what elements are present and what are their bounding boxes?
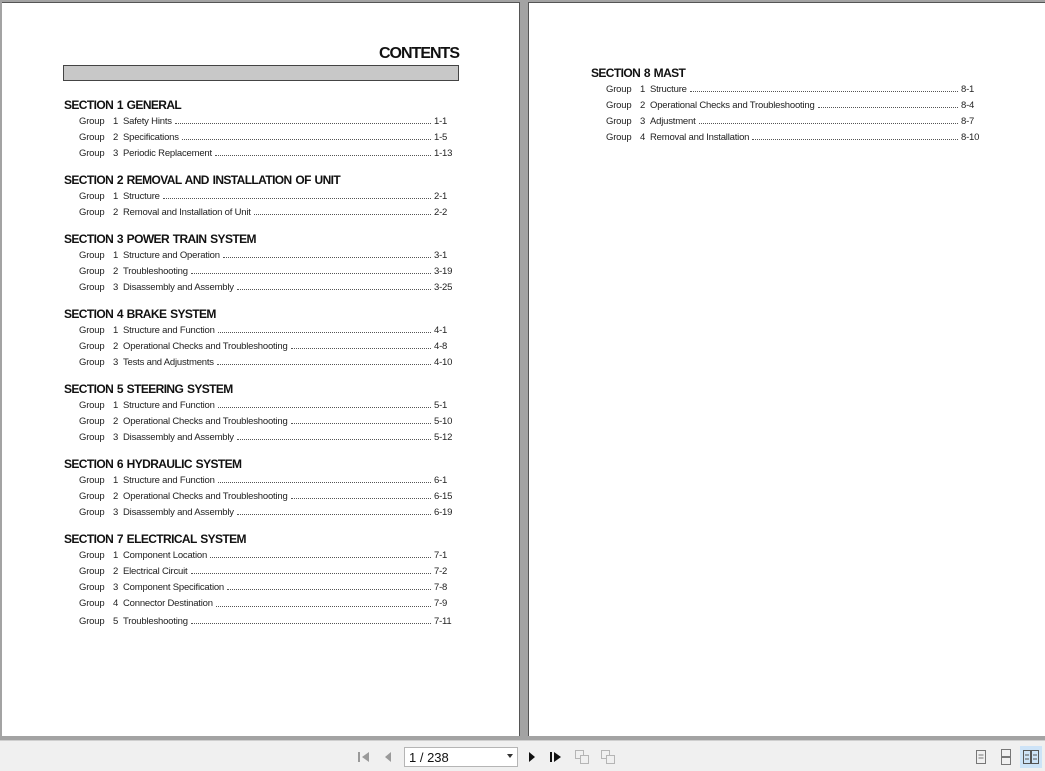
group-name[interactable]: Electrical Circuit (123, 566, 188, 577)
page-left (2, 2, 520, 736)
section-title[interactable]: SECTION 2 REMOVAL AND INSTALLATION OF UNIT (64, 173, 341, 187)
dot-leader (291, 348, 431, 349)
group-number: 3 (113, 148, 119, 159)
group-label: Group (79, 582, 105, 593)
group-number: 2 (113, 566, 119, 577)
group-name[interactable]: Operational Checks and Troubleshooting (123, 491, 288, 502)
toc-entry[interactable] (64, 614, 460, 631)
page-reference[interactable]: 1-13 (434, 148, 453, 159)
dot-leader (752, 139, 958, 140)
group-label: Group (79, 400, 105, 411)
page-reference[interactable]: 3-19 (434, 266, 453, 277)
group-number: 3 (113, 432, 119, 443)
dot-leader (227, 589, 431, 590)
toc-entry[interactable] (64, 280, 460, 296)
group-label: Group (79, 341, 105, 352)
group-name[interactable]: Structure and Operation (123, 250, 220, 261)
toc-entry[interactable] (591, 130, 987, 146)
toc-section (591, 64, 987, 146)
group-number: 5 (113, 616, 119, 627)
group-number: 2 (113, 341, 119, 352)
toc-section (64, 530, 460, 631)
group-name[interactable]: Removal and Installation (650, 132, 750, 143)
group-number: 1 (113, 250, 119, 261)
page-reference[interactable]: 8-7 (961, 116, 975, 127)
chevron-down-icon[interactable] (507, 754, 513, 758)
page-reference[interactable]: 4-8 (434, 341, 448, 352)
toc-section (64, 455, 460, 521)
group-number: 2 (113, 132, 119, 143)
dot-leader (223, 257, 431, 258)
page-reference[interactable]: 4-1 (434, 325, 448, 336)
group-label: Group (606, 132, 632, 143)
toc-entry[interactable] (64, 205, 460, 221)
page-reference[interactable]: 7-9 (434, 598, 448, 609)
group-name[interactable]: Adjustment (650, 116, 696, 127)
toc-section (64, 230, 460, 296)
first-page-button[interactable] (356, 749, 372, 765)
section-title[interactable]: SECTION 7 ELECTRICAL SYSTEM (64, 532, 246, 546)
group-label: Group (79, 207, 105, 218)
group-number: 1 (113, 116, 119, 127)
toc-entry[interactable] (64, 355, 460, 371)
group-name[interactable]: Disassembly and Assembly (123, 507, 234, 518)
toc-entry[interactable] (64, 414, 460, 430)
dot-leader (216, 606, 431, 607)
group-number: 4 (640, 132, 646, 143)
toc-entry[interactable] (591, 98, 987, 114)
group-number: 1 (113, 400, 119, 411)
dot-leader (237, 439, 431, 440)
group-name[interactable]: Tests and Adjustments (123, 357, 214, 368)
group-name[interactable]: Structure and Function (123, 400, 215, 411)
dot-leader (699, 123, 958, 124)
group-label: Group (606, 116, 632, 127)
group-name[interactable]: Structure (650, 84, 687, 95)
group-name[interactable]: Disassembly and Assembly (123, 432, 234, 443)
rotate-right-button[interactable] (600, 749, 616, 765)
group-label: Group (79, 432, 105, 443)
group-name[interactable]: Component Specification (123, 582, 225, 593)
toc-entry[interactable] (64, 473, 460, 489)
toc-entry[interactable] (64, 264, 460, 280)
page-reference[interactable]: 7-2 (434, 566, 448, 577)
group-number: 1 (113, 550, 119, 561)
page-reference[interactable]: 6-19 (434, 507, 453, 518)
group-number: 3 (113, 582, 119, 593)
group-label: Group (79, 282, 105, 293)
group-label: Group (79, 616, 105, 627)
toc-entry[interactable] (64, 580, 460, 596)
group-number: 2 (113, 207, 119, 218)
group-number: 2 (640, 100, 646, 111)
group-label: Group (79, 566, 105, 577)
group-label: Group (79, 491, 105, 502)
toc-entry[interactable] (64, 505, 460, 521)
dot-leader (254, 214, 431, 215)
section-title[interactable]: SECTION 6 HYDRAULIC SYSTEM (64, 457, 242, 471)
page-reference[interactable]: 3-25 (434, 282, 453, 293)
group-number: 2 (113, 416, 119, 427)
toc-entry[interactable] (64, 323, 460, 339)
group-label: Group (79, 250, 105, 261)
dot-leader (291, 423, 431, 424)
group-label: Group (79, 148, 105, 159)
group-name[interactable]: Operational Checks and Troubleshooting (123, 341, 288, 352)
rotate-left-icon (574, 749, 590, 765)
toc-entry[interactable] (64, 339, 460, 355)
toc-entry[interactable] (64, 248, 460, 264)
group-label: Group (79, 475, 105, 486)
group-name[interactable]: Operational Checks and Troubleshooting (123, 416, 288, 427)
dot-leader (191, 573, 432, 574)
page-reference[interactable]: 2-2 (434, 207, 448, 218)
first-page-icon (357, 751, 371, 763)
toc-entry[interactable] (591, 114, 987, 130)
title-rule-bar (63, 65, 459, 81)
dot-leader (218, 332, 431, 333)
group-name[interactable]: Periodic Replacement (123, 148, 212, 159)
group-number: 1 (113, 191, 119, 202)
group-number: 2 (113, 491, 119, 502)
previous-page-button[interactable] (380, 749, 396, 765)
facing-pages-view-button[interactable] (1020, 746, 1042, 768)
group-label: Group (79, 132, 105, 143)
page-reference[interactable]: 8-10 (961, 132, 980, 143)
dot-leader (163, 198, 431, 199)
page-reference[interactable]: 1-5 (434, 132, 448, 143)
group-number: 2 (113, 266, 119, 277)
page-reference[interactable]: 7-1 (434, 550, 448, 561)
continuous-view-button[interactable] (995, 746, 1017, 768)
page-number-input[interactable] (404, 747, 518, 767)
toc-section (64, 171, 460, 221)
group-name[interactable]: Connector Destination (123, 598, 213, 609)
toc-entry[interactable] (64, 596, 460, 614)
group-name[interactable]: Troubleshooting (123, 616, 188, 627)
viewer-toolbar (0, 740, 1045, 771)
group-label: Group (79, 325, 105, 336)
page-reference[interactable]: 8-4 (961, 100, 975, 111)
rotate-right-icon (600, 749, 616, 765)
group-label: Group (79, 357, 105, 368)
toc-entry[interactable] (64, 564, 460, 580)
rotate-left-button[interactable] (574, 749, 590, 765)
group-label: Group (79, 266, 105, 277)
toc-section (64, 380, 460, 446)
last-page-icon (549, 751, 563, 763)
group-label: Group (79, 116, 105, 127)
toc-section (64, 305, 460, 371)
dot-leader (237, 514, 431, 515)
group-name[interactable]: Component Location (123, 550, 208, 561)
group-name[interactable]: Operational Checks and Troubleshooting (650, 100, 815, 111)
dot-leader (210, 557, 431, 558)
group-label: Group (79, 416, 105, 427)
group-name[interactable]: Removal and Installation of Unit (123, 207, 251, 218)
toc-entry[interactable] (64, 548, 460, 564)
toc-entry[interactable] (64, 130, 460, 146)
group-label: Group (79, 598, 105, 609)
group-name[interactable]: Disassembly and Assembly (123, 282, 234, 293)
next-page-button[interactable] (524, 749, 540, 765)
group-label: Group (606, 100, 632, 111)
toc-entry[interactable] (591, 82, 987, 98)
group-number: 3 (113, 357, 119, 368)
section-title[interactable]: SECTION 1 GENERAL (64, 98, 182, 112)
toc-entry[interactable] (64, 398, 460, 414)
page-reference[interactable]: 7-8 (434, 582, 448, 593)
dot-leader (215, 155, 431, 156)
section-title[interactable]: SECTION 4 BRAKE SYSTEM (64, 307, 216, 321)
dot-leader (182, 139, 431, 140)
toc-entry[interactable] (64, 189, 460, 205)
group-name[interactable]: Safety Hints (123, 116, 172, 127)
group-name[interactable]: Structure (123, 191, 160, 202)
section-title[interactable]: SECTION 5 STEERING SYSTEM (64, 382, 233, 396)
page-reference[interactable]: 5-1 (434, 400, 448, 411)
page-indicator: 1 / 238 (409, 749, 449, 765)
group-name[interactable]: Structure and Function (123, 475, 215, 486)
section-title[interactable]: SECTION 3 POWER TRAIN SYSTEM (64, 232, 256, 246)
dot-leader (690, 91, 958, 92)
page-reference[interactable]: 5-12 (434, 432, 453, 443)
dot-leader (218, 482, 431, 483)
page-reference[interactable]: 7-11 (434, 616, 452, 627)
page-reference[interactable]: 2-1 (434, 191, 448, 202)
continuous-view-icon (1000, 749, 1012, 765)
page-reference[interactable]: 1-1 (434, 116, 448, 127)
facing-pages-view-icon (1023, 750, 1039, 764)
group-number: 1 (113, 475, 119, 486)
toc-entry[interactable] (64, 489, 460, 505)
page-reference[interactable]: 5-10 (434, 416, 453, 427)
contents-title: CONTENTS (379, 45, 459, 62)
dot-leader (191, 623, 431, 624)
dot-leader (217, 364, 431, 365)
page-right (528, 2, 1045, 736)
toc-entry[interactable] (64, 146, 460, 162)
group-name[interactable]: Structure and Function (123, 325, 215, 336)
page-reference[interactable]: 3-1 (434, 250, 448, 261)
dot-leader (818, 107, 958, 108)
page-reference[interactable]: 8-1 (961, 84, 975, 95)
group-name[interactable]: Troubleshooting (123, 266, 188, 277)
single-page-view-icon (975, 750, 987, 764)
group-number: 3 (640, 116, 646, 127)
section-title[interactable]: SECTION 8 MAST (591, 66, 686, 80)
toc-section (64, 96, 460, 162)
last-page-button[interactable] (548, 749, 564, 765)
page-reference[interactable]: 6-15 (434, 491, 453, 502)
group-label: Group (606, 84, 632, 95)
group-number: 1 (640, 84, 646, 95)
group-number: 4 (113, 598, 119, 609)
group-label: Group (79, 550, 105, 561)
group-number: 3 (113, 507, 119, 518)
group-label: Group (79, 507, 105, 518)
group-name[interactable]: Specifications (123, 132, 179, 143)
dot-leader (237, 289, 431, 290)
dot-leader (175, 123, 431, 124)
dot-leader (218, 407, 431, 408)
single-page-view-button[interactable] (970, 746, 992, 768)
group-label: Group (79, 191, 105, 202)
next-page-icon (527, 751, 537, 763)
dot-leader (191, 273, 431, 274)
group-number: 3 (113, 282, 119, 293)
previous-page-icon (383, 751, 393, 763)
dot-leader (291, 498, 431, 499)
page-reference[interactable]: 4-10 (434, 357, 453, 368)
toc-entry[interactable] (64, 114, 460, 130)
group-number: 1 (113, 325, 119, 336)
toc-entry[interactable] (64, 430, 460, 446)
page-reference[interactable]: 6-1 (434, 475, 448, 486)
